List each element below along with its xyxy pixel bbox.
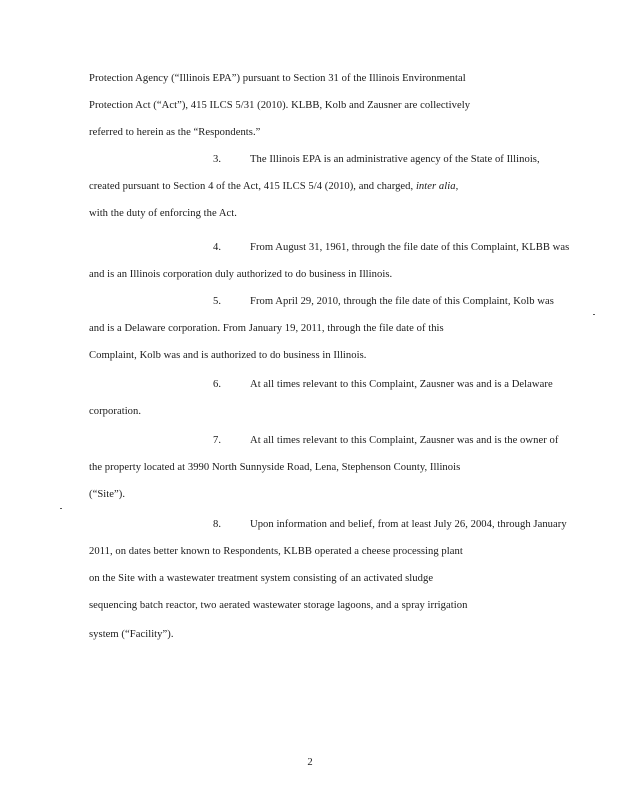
text-line: and is a Delaware corporation. From January 19, 2011, through the file date of this [89,323,444,334]
paragraph-text: From August 31, 1961, through the file date of this Complaint, KLBB was [250,242,570,253]
text-line: with the duty of enforcing the Act. [89,208,237,219]
text-line: sequencing batch reactor, two aerated wastewater storage lagoons, and a spray irrigation [89,600,468,611]
scan-speck [593,314,595,315]
paragraph-text: At all times relevant to this Complaint, Zausner was and is a Delaware [250,379,553,390]
text-line: Protection Agency (“Illinois EPA”) pursuant to Section 31 of the Illinois Environmental [89,73,466,84]
paragraph-number: 6. [213,379,222,390]
paragraph-number: 8. [213,519,222,530]
paragraph-number: 4. [213,242,222,253]
text-line: the property located at 3990 North Sunnyside Road, Lena, Stephenson County, Illinois [89,462,461,473]
text-line: on the Site with a wastewater treatment system consisting of an activated sludge [89,573,434,584]
text-line: and is an Illinois corporation duly authorized to do business in Illinois. [89,269,393,280]
text-line: corporation. [89,406,142,417]
text-segment: created pursuant to Section 4 of the Act, 415 ILCS 5/4 (2010), and charged, [89,181,416,192]
paragraph-number: 3. [213,154,222,165]
paragraph-number: 5. [213,296,222,307]
paragraph-text: Upon information and belief, from at least July 26, 2004, through January [250,519,567,530]
paragraph-text: From April 29, 2010, through the file date of this Complaint, Kolb was [250,296,554,307]
text-line: system (“Facility”). [89,629,174,640]
text-line: (“Site”). [89,489,126,500]
paragraph-text: The Illinois EPA is an administrative agency of the State of Illinois, [250,154,540,165]
text-line: referred to herein as the “Respondents.” [89,127,261,138]
italic-phrase: inter alia, [415,181,459,192]
scan-speck [60,508,62,509]
text-line [89,180,529,194]
text-line: 2011, on dates better known to Respondents, KLBB operated a cheese processing plant [89,546,463,557]
page-number: 2 [307,757,313,768]
paragraph-text: At all times relevant to this Complaint, Zausner was and is the owner of [250,435,559,446]
text-line: Complaint, Kolb was and is authorized to do business in Illinois. [89,350,367,361]
paragraph-number: 7. [213,435,222,446]
text-line: Protection Act (“Act”), 415 ILCS 5/31 (2010). KLBB, Kolb and Zausner are collectively [89,100,471,111]
